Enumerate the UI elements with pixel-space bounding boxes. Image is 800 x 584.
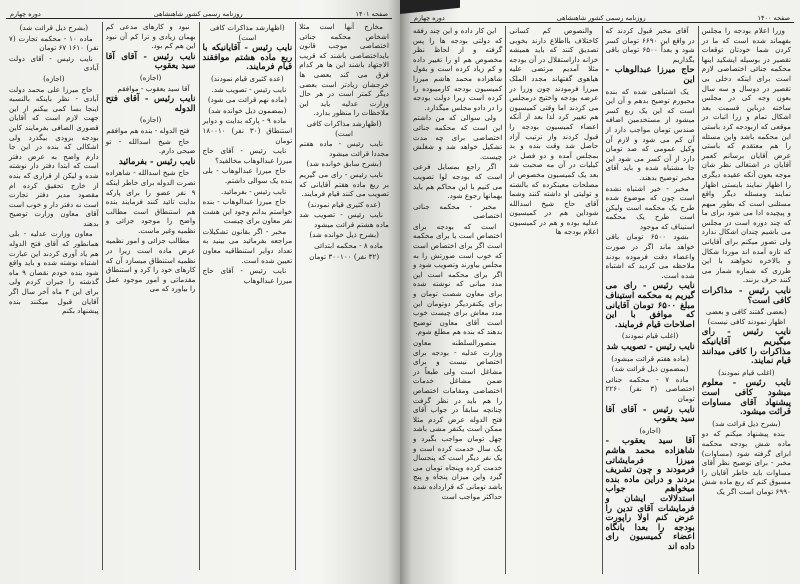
speaker-heading: نایب رئیس - معلوم میشود کافی است پیشنهاد آقای مساوات قرائت میشود. — [701, 378, 791, 418]
centered-note: (عده کثیری قیام نمودند) — [211, 73, 284, 83]
speaker-heading: نایب رئیس - آقای آقا سید یعقوب — [105, 51, 196, 72]
header-right: صفحه ۱۴۰۰ — [757, 14, 790, 22]
text-column — [602, 26, 698, 574]
speaker-heading: نایب رئیس - مذاکرات کافی است؟ — [701, 286, 791, 306]
paragraph: نبود و کارهای مدعی کم بهمان زیادی و ترا کم آن نبود این هم کم بود. — [105, 22, 196, 51]
paragraph: معاون وزارت عدلیه - بلی همانطور که آقای فتح الدوله هم یاد آوری کردند این عبارت اشتباه نوشته شده و باید واقع شود بنده خودم نقصان ۹ ماه گذشته را جبران کردم ولی برای این ۳ ماه آخر سال اگر آقایان قبول میکنند بنده پیشنهاد بکنم — [9, 229, 99, 316]
centered-note: (ماده هفتم قرائت میشود) — [611, 353, 689, 363]
paragraph: مخارج آنها است مثلا اشخاص محکمه جنائی اختصاصی موجب قانون بایداختصاصی باشند که قریب الاجتهاد باشند این ها هر کدام فرق می کند بعضی ها خرجشان زیادتر است بعضی دیگر کمتر است در هر حال وزارت عدلیه باید این ملاحظات را منظور بدارد. — [299, 22, 389, 118]
speaker-heading: نایب رئیس - آقایانیکه با ربع ماده هشتم موافقند قیام فرمایند. — [202, 43, 293, 73]
paragraph: یک اشتباهی شده که بنده محبورم توضیح بدهم و آن این است که این یک ربع کسر میشود از مستخدمین اضافه صندس تومان مواجب دارد از آن کم می شود و لازم آن وکیل عمومی که صد تومان دارد از آن کسر می شود این جا مشتباه شده و باید آقای مخبر توضیح بدهند. — [605, 86, 695, 182]
paragraph: ولی سوالی که من داشتم این است که محکمه جنائی اختصاصی برای چه مدت تشکیل خواهد شد و شغلش چیست. — [413, 113, 503, 161]
speaker-heading: نایب رئیس - آقای فتح الدوله — [105, 94, 196, 114]
text-column — [295, 22, 392, 570]
centered-note: (۳۲ نفر) ۳۰۰۱۰۰ تومان — [309, 251, 380, 261]
paragraph: آقای مخبر قبول کردند که در واقع این ۶۶۹۰ تومان کسر شود و بعداً ۶۵۰۰ تومان باقی بگذاریم — [605, 26, 695, 64]
paragraph: بشود ۶۵۰۰ تومان باقی خواهد ماند اگر در صورت واعضاء دقت فرموده بودند ملاحظه می کردید که اشتباه شده است. — [605, 232, 695, 280]
paragraph: نایب رئیس - آقای حاج میرزا عبدالوهاب مخالفید؟ — [202, 146, 293, 165]
paragraph: فتح الدوله - بنده هم موافقم — [106, 125, 190, 135]
paragraph: حاج شیخ اسدالله - تو ضیحی دارم. — [105, 136, 196, 156]
paragraph: نایب رئیس - آقای حاج میرزا عبدالوهاب — [202, 266, 293, 285]
centered-note: (بمضمون ذیل قرائت شد) — [611, 364, 689, 374]
paragraph: منصورالسلطنه معاون وزارت عدلیه - بودجه برای اختصاص نیست و برای مشاغل است ولی طبعاً در ضمن مشاغل خدمات اختصاصی ومقامات اختصاص را هم باید در نظر گرفت چنانچه سابقاً در جواب آقای فتح الدوله عرض کردم مثلا ممکن است یکنفر مشی باشد چهل تومان مواجب بگیرد و یک سال خدمت کرده است و یک نفر دیگر است که پنجسال خدمت کرده وپنجاه تومان می گیرد واین میزان پنجاه و پنج باشد تومانی که قرارداده شده حداکثر مواجب است — [413, 338, 503, 501]
centered-note: (بشرح ذیل قرائت شد) — [19, 23, 89, 32]
centered-note: (بشرح ذیل قرائت شد) — [712, 418, 781, 428]
paragraph: وزرا اعلام بودجه را مجلس بفهماند شده است که ما در کردن شما خودتان توقعات تقصیر در بوسیله ایشکید اینها محکمه جنائی اختصاصی لازم است برای اینکه دخلی بی تقصیر در دوسال و سه سال بعون وجه کی در مجلس ساخته درباین قسمت بعد اشکال تمام و زرا اثبات در موقعی که ازبودجه کرد باستی این محکمه باشد واین مسئله را هم معتقدم که باستی عرض آقایان برسانم کعمر آقایان در اشتغالی نظر شان موجه بعون آنکه عقیده دیگری را اظهار نمایند بایستی اظهار نمایند ومسئله دیگر واقع مسئلنی است که بطور مبهم و پیچیده ادا می شود برای ما که چند دوره است در مجلس می باشیم چندان اشکال ندارد ولی تصور میکنم برای آقایانی که تازه آمده اند موردا شکال و بالاخره نخواهند با این طرزی که شماره شمار می کنند حرف بزنند. — [701, 26, 791, 285]
paragraph: ماده ۸ - محکمه ابتدائی — [314, 241, 383, 251]
centered-note: (بمضمون ذیل خوانده شد) — [208, 105, 287, 115]
paragraph: حاج شیخ اسدالله - شاهزاده نصرت الدوله برای خاطر اینکه ۹ نفر عضو را برای پارکه بدایت تائید کنند فرمایند بنده هم استنطاق است مطالب واضح را موجود جزائی و نظمیه وغیر ماست. — [105, 168, 196, 235]
paragraph: ماده ۹ - پارکه بدایت و دوایر استنطاق (۳۰ نفر) ۱۸۰۰۱۰ تومان — [202, 116, 293, 145]
paragraph: نایب رئیس - ماده هفتم مجددا قرائت میشود — [299, 139, 389, 158]
text-columns — [6, 22, 392, 570]
paragraph: نایب رئیس - بفرمائید. — [221, 186, 287, 196]
centered-note: (بشرح ذیل خوانده شد) — [309, 230, 379, 240]
paragraph: ماده ۱۰ - محکمه تجارت (۷ نفر) ۱۶۱۰ ۶۷ تومان — [9, 33, 99, 53]
paragraph: این کار داده و این چند رفقه که دولتی بودجه ها را پس گرفته و از لحاظ نظر مخصوص هم او را تغییر داده و کم زیاد کرده است و بقول شاهزاده محمد هاشم میرزا کمیسیون بودجه کارمیبوده را کرده است زیرا دولت بودجه را در دادو مجلس میگذارد. — [413, 26, 503, 112]
speaker-heading: نایب رئیس - بفرمائید — [118, 156, 196, 167]
speaker-heading: نایب رئیس - آقای آقا سید یعقوب — [605, 404, 695, 425]
paragraph: نایب رئیس - تصویب شد ماده هشتم قرائت میشود — [299, 210, 389, 229]
text-column — [410, 26, 505, 574]
header-right: صفحه ۱۴۰۱ — [355, 10, 388, 18]
text-column — [505, 26, 601, 574]
newspaper-page-right — [400, 0, 800, 584]
centered-note: (اجازه) — [43, 73, 65, 83]
centered-note: (اظهارشد مذاکرات کافی است) — [210, 23, 285, 42]
paragraph: حاج میرزا عبدالوهاب - بلی بنده یک سوالی داشتم. — [202, 166, 293, 185]
text-column — [698, 26, 794, 574]
paragraph: اگر راجع بمسایل فرعی است که بودجه لوا تصویب می کنیم با این محاکم هم باید بهمانها رجوع شود. — [413, 162, 503, 201]
header-left: دوره چهارم — [414, 14, 445, 22]
speaker-heading: آقا سید یعقوب - شاهزاده محمد هاشم میرزا فرمایشاتی فرمودند و چون تشریف بردند و دراین ماده بنده میخواهم جواب استدلالات ایشان و فرمایشات آقای تدین را عرض کنم اولا راپورت بودجه را بعدا بانگاه اعضاء کمیسیون رای داده اند — [605, 436, 695, 552]
paragraph: ماده ۷ - محکمه جنائی اختصاصی (۳ نفر) ۲۲۶۰ تومان — [605, 374, 695, 403]
paragraph: نایب رئیس - تصویب شد. — [211, 84, 287, 94]
centered-note: (ماده نهم قرائت می شود) — [207, 95, 287, 105]
paragraph: مطالب جزائی و امور نظمیه عرض ماده است زیرا در نظمیه استنطاق میسازد آن که کارهای خود را کرد و استنطاق مقدماتی و امور موجود عمل را بیاورد که می — [105, 236, 196, 294]
text-columns — [410, 26, 794, 574]
centered-note: (عده کثیری قیام نمودند) — [307, 199, 381, 209]
centered-note: (اجازه) — [139, 115, 162, 125]
speaker-heading: نایب رئیس - رای میگیریم آقایانیکه مذاکرات را کافی میدانند قیام نمایند. — [701, 327, 791, 367]
paragraph: مخبر - اگر بقانون تشکیلات مراجعه بفرمائید می بینید به تعداد دوایر استنطاقیه معاون تعیین شده است. — [202, 226, 293, 265]
centered-note: (بشرح سابق خوانده شد) — [306, 159, 382, 169]
text-column — [6, 22, 102, 570]
paragraph: نایب رئیس - رای می گیریم بر ربع ماده هفتم آقایانی که تصویب می کنند قیام فرمایند. — [299, 169, 389, 199]
header-center: روزنامه رسمی کشور شاهنشاهی — [153, 10, 243, 18]
paragraph: است که بودجه برای اختصاص است یا برای محکمه است اگر برای اختصاص است که خوب است صورتش را به مجلس بیاورند وتصویب شود و اگر برای محکمه است این مدد مبانی که نوشته شده برای معاون شصت تومان و برای یکنفردیگر دوتومان این مدد معاش برای چیست خوب است آقای معاون توضیح بدهند که بنده هم مطلع شوم. — [413, 221, 503, 337]
paragraph: نایب رئیس - آقای دولت آبادی — [9, 53, 99, 73]
header-center: روزنامه رسمی کشور شاهنشاهی — [556, 14, 646, 22]
paragraph: والنصوص کم کسانی کاختلاف بااطلاع دارند بخوبی تصدیق کنند که باید همیشه خزانه داراستقلال در آن بودجه مثلا آمدیم مرتضی علیه هیاهوی گفتهاند مجدد الملک میرزا فرمودند چون وزرا در عرضه بودجه واختیج درمجلس می کردند اما وقتی کمیسیون هم تغییر کرد لذا بعد از آنکه اعضاء کمیسیون بودجه را قبول کردند واز ترتیب آزاد حاصل شد وقت بنده و بد بمجلس آمده و دو فصل در کیلیات در آن مه صحبت شد بعد یک کمیسیون مخصوص از مصلحات معینکرده که بالشته و تولیتی او داشته کنند وشما آقای حاج شیخ اسدالله شوداین هم در کمیسیون عدلیه بوده و هم در کمیسیون اعلام بودجه ها — [509, 26, 599, 237]
centered-note: (اغلب قیام نمودند) — [621, 331, 679, 341]
paragraph: مخبر - محکمه جنائی اختصاصی — [413, 201, 503, 221]
speaker-heading: نایب رئیس - رای می گیریم به محکمه استیناف مبلغ ۶۵۰۰ تومان آقایانی که موافق با این اصلاحات قیام فرمایند. — [605, 281, 695, 330]
speaker-heading: حاج میرزا عبدالوهاب - این — [605, 65, 695, 85]
page-header — [6, 6, 392, 19]
centered-note: (بعضی گفتند کافی و بعضی اظهار نمودند کافی نیست) — [705, 307, 787, 326]
paragraph: بنده پیشنهاد میکنم که دو ماده شش بودجه محکمه ابزای گرفته شود (مساوات) مخبر - برای توضیح نظر آقای مساوات باید خاطر آقایان را مسبوق کنم که ربع ماده شش ۶۹۹۰ تومان است اگر یک — [701, 429, 791, 496]
header-left: دوره چهارم — [10, 10, 41, 18]
paragraph: مخبر - خیر اشتباه نشده است چون که موضوع شده طرح یک محکمه است ولیکن است طرح یک محکمه استیناف که موجود — [605, 183, 695, 231]
paragraph: حاج میرزا علی محمد دولت آبادی - نظر باینکه بالنسبه اینجا بسا کمی بیکنم از این جهت لازم است که آقایان قضوری الصافی بفرمایند کاین بودجه بزودی بیگذرد ولی اشکالی که بنده در این جا دارم واضح به عرض دفتر است که ابتدا دفتر دار نوشته شده و لیکن از قراری که بنده از خارج تحقیق کرده ام مقصود مدیر دفتر تجارت است نه دفتر دار و خوب است آقای معاون وزارت توضیح بدهند — [9, 84, 99, 228]
text-column — [199, 22, 296, 570]
page-header — [410, 10, 794, 23]
centered-note: (اجازه) — [639, 425, 661, 435]
paragraph: حاج میرزا عبدالوهاب - بنده خواستم بدانم وجود این هشت نفر معاون برای چیست — [202, 197, 293, 226]
paragraph: آقا سید یعقوب - موافقم — [117, 83, 190, 93]
text-column — [102, 22, 199, 570]
centered-note: (اغلب قیام نمودند) — [718, 367, 775, 377]
speaker-heading: نایب رئیس - تصویب شد — [606, 342, 695, 352]
centered-note: (اجازه) — [139, 72, 162, 82]
centered-note: (اظهارشد مذاکرات کافی است) — [306, 118, 382, 138]
